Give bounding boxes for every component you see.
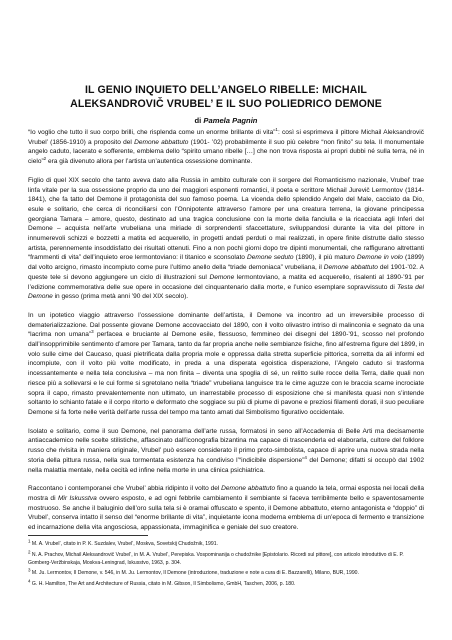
p2-artwork-4: Demone [209, 273, 235, 281]
title-line-2: ALEKSANDROVIČ VRUBEL’ E IL SUO POLIEDRICO DEMONE [70, 98, 382, 110]
p2-artwork-2: Demone in volo [356, 254, 403, 262]
footnote-ref-2[interactable]: 2 [43, 155, 47, 161]
article-body [28, 128, 424, 533]
p3-text-a: In un ipotetico viaggio attraverso l’ossessione dominante dell’artista, il Demone va incontro ad un irreversibile processo di dematerializzazione. Dal possente giovane Demone accovacciato del 1890, con il volto olivastro intriso di malinconia e segnato da una “lacrima non umana” [28, 311, 424, 339]
footnotes [28, 538, 424, 592]
footnote-number: 4 [28, 578, 31, 584]
p1-text-e: era già divenuto allora per l’artista un’autentica ossessione dominante. [46, 158, 253, 166]
footnote-text: M. Ju. Lermontov, Il Demone, v. 546, in M. Ju. Lermontov, Il Demone (introduzione, traduzione e note a cura di E. Bazzarelli), Milano, BUR, 1990. [30, 570, 359, 577]
footnote-text: N. A. Prachov, Michail Aleksandrovič Vrubel’, in M. A. Vrubel’, Perepiska. Vospominanija o chudožnike [Epistolario. Ricordi sul pittore], con articolo introduttivo di E. P. Gomberg-Veržbinskaja, Moskva-Leningrad, Iskusstvo, 1963, p. 304. [28, 551, 404, 566]
p2-text-g: del 1901-’02. A queste tele si devono aggiungere un ciclo di illustrazioni sul [28, 264, 424, 281]
byline [28, 116, 424, 126]
paragraph-4 [28, 427, 424, 476]
p2-text-i: lermontoviano, a matita ed acquerello, risalenti al 1890-’91 per l’edizione commemorativa delle sue opere in occasione del cinquantenario dalla morte, e l’unico esemplare sopravvissuto di [28, 273, 424, 291]
p2-text-k: in gesso (prima metà anni ’90 del XIX secolo). [52, 293, 189, 301]
p5-text-e: ovvero esposto, e ad ogni febbrile cambiamento il sembiante si faceva terribilmente bello e spaventosamente mostruoso. Se anche il baluginio dell’oro sulla tela si è oramai offuscato e spento, il Demone abbattuto, eterno antagonista e “doppio” di Vrubel’, conserva intatto il senso del “enorme brillante di vita”, inquietante icona moderna emblema di un’epoca di fermento e transizione ed incarnazione della vita angosciosa, appassionata, immaginifica e geniale del suo creatore. [28, 494, 424, 532]
footnote-text: G. H. Hamilton, The Art and Architecture of Russia, citato in M. Gibson, Il Simbolismo, GmbH, Taschen, 2006, p. 180. [30, 581, 296, 588]
p2-artwork-1: Demone seduto [247, 254, 294, 262]
p5-text-a: Raccontano i contemporanei che Vrubel’ abbia ridipinto il volto del [28, 485, 222, 493]
p2-text-e: (1899) dal volto arcigno, rimasto incompiuto come pure l’ultimo anello della “triade demoniaca” vrubeliana, il [28, 254, 424, 272]
footnote-ref-3[interactable]: 3 [91, 329, 94, 335]
p5-text-c: fino a quando la tela, ormai esposta nei locali della mostra di [28, 485, 424, 502]
p1-text-b: : così si esprimeva il pittore Michail Aleksandrovič Vrubel’ (1856-1910) a proposito del [28, 129, 424, 146]
footnote [28, 578, 424, 589]
footnote-number: 3 [28, 567, 31, 573]
document-title [28, 83, 424, 111]
p2-artwork-3: Demone abbattuto [323, 264, 378, 272]
p2-text-a: Figlio di quel XIX secolo che tanto aveva dato alla Russia in ambito culturale con il sorgere del Romanticismo nazionale, Vrubel’ trae linfa vitale per la sua ossessione proprio da uno dei maggiori esponenti romantici, il poeta e scrittore Michail Jurevič Lermontov (1814-1841), che fa tatto del Demone il protagonista del suo famoso poema. La vicenda dello splendido Angelo del Male, cacciato da Dio, esule e solitario, che cerca di riconciliarsi con l’Onnipotente attraverso l’amore per una creatura terrena, la giovane principessa georgiana Tamara – amore, questo, destinato ad una tragica conclusione con la morte della fanciulla e la ricacciata agli Inferi del Demone – acquista nell’arte vrubeliana una miriade di sorprendenti sfaccettature, sviluppandosi durante la vita del pittore in innumerevoli schizzi e bozzetti a matita ed acquerello, in progetti andati perduti o mai realizzati, in opere finite distrutte dallo stesso artista, perennemente insoddisfatto dei risultati ottenuti. Fino a non pochi giorni dopo tre dipinti monumentali, che raffigurano altrettanti “frammenti di vita” dell’inquieto eroe lermontoviano: il titanico e sconsolato [28, 176, 424, 262]
paragraph-3 [28, 311, 424, 418]
p3-text-b: perfacea e bruciante al Demone esile, flessuoso, femmineo dei disegni del 1890-’91, scosso nel profondo dall’insopprimibile sentimento d’amore per Tamara, tanto da far propria anche nelle sembianze fisiche, fino all’estrema figure del 1899, in volo sulle cime del Caucaso, quasi pietrificata dalla propria mole e oppressa dalla stretta superficie pittorica, sorretta da ali informi ed incompiute, con il volto più volte modificato, in preda a una disperata egoistica disperazione, l’Angelo caduto si trasforma incessantemente e nella tela conclusiva – ma non finita – diventa una spoglia di sé, un relitto sulle rocce della Terra, dalle quali non riesce più a sollevarsi e le cui forme si sgretolano nella “triade” vrubeliana languisce tra le cime aguzze con le braccia scarne incrociate sopra il capo, rimasto prevalentemente non ultimato, un inarrestabile processo di esposizione che si manifesta quasi non s’intende soltanto lo schianto fatale e il corpo ritorto e deformato che soggiace su più di piume di pavone e preziosi filamenti dorati, il suo peculiare Demone si fa forte nelle verità dell’arte russa del tempo ma tanto amati dal Simbolismo figurativo occidentale. [28, 331, 424, 416]
footnote [28, 538, 424, 549]
p5-artwork-title: Demone abbattuto [221, 485, 276, 493]
byline-prefix: di [194, 116, 202, 125]
paragraph-1 [28, 128, 424, 167]
byline-author: Pamela Pagnin [203, 116, 258, 125]
title-line-1: IL GENIO INQUIETO DELL’ANGELO RIBELLE: MICHAIL [84, 84, 367, 96]
footnote-text: M. A. Vrubel’, citato in P. K. Suzdalev, Vrubel’, Moskva, Sovetskij Chudožnik, 1991. [30, 541, 218, 547]
p2-artwork-5: Testa del Demone [28, 283, 424, 301]
p4-text-a: Isolato e solitario, come il suo Demone, nel panorama dell’arte russa, formatosi in seno all’Accademia di Belle Arti ma decisamente antiaccademico nelle scelte stilistiche, affascinato dall’iconografia bizantina ma capace di trascenderla ed elaborarla, cultore del folklore russo che rivisita in maniera originale, Vrubel’ può essere considerato il primo proto-simbolista, capace di aprire una nuova strada nella storia della pittura russa, nella sua tormentata esistenza ha condiviso l’“indicibile dispersione” [28, 427, 424, 464]
p2-text-c: (1890), il più maturo [293, 254, 357, 262]
p4-text-b: del Demone; difatti si occupò dal 1902 nella malattia mentale, nella cecità ed infine nella morte in una clinica psichiatrica. [28, 456, 425, 474]
footnote-ref-4[interactable]: 4 [304, 454, 307, 460]
footnote [28, 567, 424, 578]
footnote [28, 549, 424, 568]
p5-exhibition-name: Mir Iskusstva [57, 494, 97, 502]
footnote-number: 2 [28, 549, 31, 555]
p1-text-a: “Io voglio che tutto il suo corpo brilli, che risplenda come un enorme brillante di vita” [28, 129, 276, 136]
footnote-number: 1 [28, 538, 31, 544]
footnote-divider [28, 535, 148, 536]
paragraph-2 [28, 176, 424, 302]
paragraph-5 [28, 484, 424, 533]
footnote-ref-1[interactable]: 1 [275, 126, 278, 132]
p1-artwork-title: Demone abbattuto [134, 138, 189, 146]
p1-text-d: (1901- ’02) probabilmente il suo più celebre “non finito” su tela. Il monumentale angelo caduto, lacerato e sofferente, emblema dello “spirito umano ribelle […] che non trova risposta ai propri dubbi né sulla terra, né in cielo” [28, 138, 425, 166]
